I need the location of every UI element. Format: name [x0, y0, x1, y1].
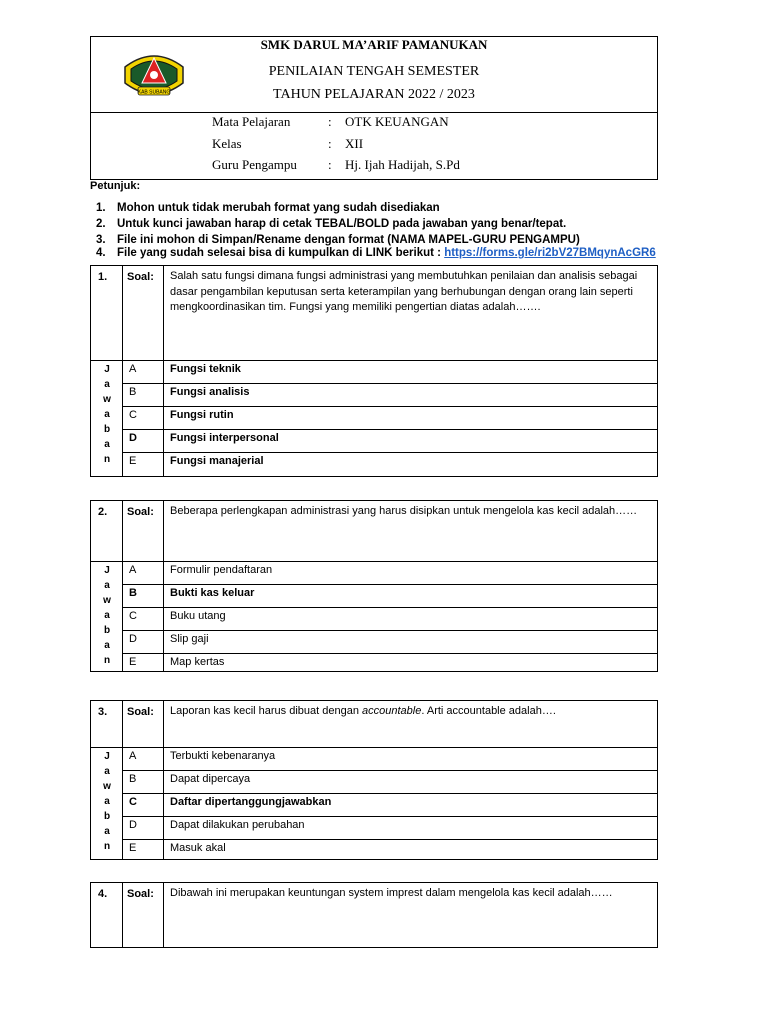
logo-text: KAB SUBANG — [137, 89, 171, 96]
instructions-title: Petunjuk: — [90, 180, 141, 192]
info-value: OTK KEUANGAN — [345, 114, 449, 129]
question-table-4 — [90, 882, 658, 948]
jawaban-label: J a w a b a n — [103, 751, 111, 852]
question-text: Laporan kas kecil harus dibuat dengan accountable. Arti accountable adalah…. — [170, 705, 556, 717]
option-letter: E — [129, 656, 137, 668]
header-divider — [91, 112, 657, 113]
option-text: Daftar dipertanggungjawabkan — [170, 796, 332, 808]
option-letter: B — [129, 386, 137, 398]
option-letter: C — [129, 409, 137, 421]
option-letter: A — [129, 750, 137, 762]
info-label: Kelas — [212, 136, 242, 151]
instruction-item: 1. Mohon untuk tidak merubah format yang sudah disediakan — [96, 202, 440, 214]
soal-label: Soal: — [127, 888, 154, 900]
option-letter: B — [129, 587, 137, 599]
option-letter: E — [129, 842, 137, 854]
option-text: Masuk akal — [170, 842, 226, 854]
option-letter: A — [129, 564, 137, 576]
option-letter: C — [129, 796, 137, 808]
info-separator: : — [328, 114, 332, 129]
option-letter: C — [129, 610, 137, 622]
question-text: Dibawah ini merupakan keuntungan system imprest dalam mengelola kas kecil adalah…… — [170, 887, 613, 899]
option-text: Formulir pendaftaran — [170, 564, 273, 576]
jawaban-label: J a w a b a n — [103, 565, 111, 666]
option-text: Fungsi analisis — [170, 386, 250, 398]
academic-year: TAHUN PELAJARAN 2022 / 2023 — [273, 87, 475, 102]
question-table-2 — [90, 500, 658, 672]
soal-label: Soal: — [127, 271, 154, 283]
option-text: Fungsi rutin — [170, 409, 234, 421]
question-number: 1. — [98, 271, 108, 283]
option-letter: D — [129, 819, 137, 831]
option-text: Fungsi interpersonal — [170, 432, 279, 444]
option-text: Bukti kas keluar — [170, 587, 255, 599]
question-table-1 — [90, 265, 658, 477]
question-text: Salah satu fungsi dimana fungsi administrasi yang membutuhkan penilaian dan analisis sebagai dasar pengambilan keputusan serta keterampilan yang berhubungan dengan orang lain seperti mengkoordinasikan tim. Fungsi yang memiliki pengertian diatas adalah……. — [170, 270, 638, 313]
info-separator: : — [328, 136, 332, 151]
option-text: Slip gaji — [170, 633, 209, 645]
header-box — [90, 36, 658, 180]
option-text: Fungsi teknik — [170, 363, 241, 375]
soal-label: Soal: — [127, 506, 154, 518]
info-label: Guru Pengampu — [212, 157, 297, 172]
option-text: Fungsi manajerial — [170, 455, 264, 467]
option-text: Dapat dipercaya — [170, 773, 251, 785]
option-text: Terbukti kebenaranya — [170, 750, 276, 762]
exam-title: PENILAIAN TENGAH SEMESTER — [268, 64, 480, 79]
option-text: Dapat dilakukan perubahan — [170, 819, 305, 831]
question-table-3 — [90, 700, 658, 860]
info-separator: : — [328, 157, 332, 172]
question-number: 2. — [98, 506, 108, 518]
question-text: Beberapa perlengkapan administrasi yang harus disipkan untuk mengelola kas kecil adalah…… — [170, 505, 638, 517]
option-letter: E — [129, 455, 137, 467]
option-letter: D — [129, 633, 137, 645]
question-number: 3. — [98, 706, 108, 718]
school-name: SMK DARUL MA’ARIF PAMANUKAN — [260, 37, 488, 52]
instruction-item: 3. File ini mohon di Simpan/Rename dengan format (NAMA MAPEL-GURU PENGAMPU) — [96, 234, 580, 246]
option-letter: B — [129, 773, 137, 785]
option-text: Map kertas — [170, 656, 225, 668]
option-letter: A — [129, 363, 137, 375]
option-letter: D — [129, 432, 137, 444]
jawaban-label: J a w a b a n — [103, 364, 111, 465]
submission-link[interactable]: https://forms.gle/ri2bV27BMqynAcGR6 — [444, 247, 656, 259]
question-number: 4. — [98, 888, 108, 900]
instruction-item: 2. Untuk kunci jawaban harap di cetak TEBAL/BOLD pada jawaban yang benar/tepat. — [96, 218, 567, 230]
info-label: Mata Pelajaran — [212, 114, 291, 129]
info-value: XII — [345, 136, 364, 151]
option-text: Buku utang — [170, 610, 226, 622]
soal-label: Soal: — [127, 706, 154, 718]
instruction-item: 4. File yang sudah selesai bisa di kumpulkan di LINK berikut : https://forms.gle/ri2bV27BMqynAcGR6 — [96, 247, 656, 259]
info-value: Hj. Ijah Hadijah, S.Pd — [345, 157, 460, 172]
